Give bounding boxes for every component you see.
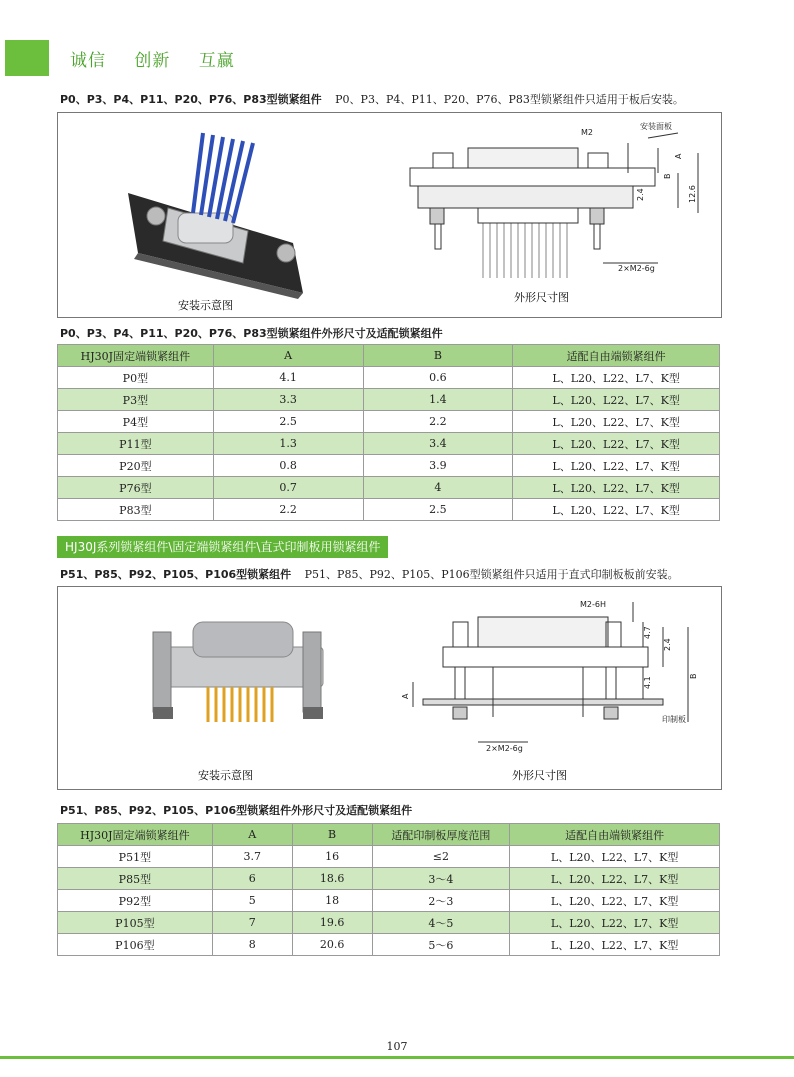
section2-title: P51、P85、P92、P105、P106型锁紧组件: [60, 568, 292, 581]
dim-b: B: [663, 173, 672, 179]
table-cell: L、L20、L22、L7、K型: [510, 846, 720, 868]
page-number: 107: [386, 1040, 408, 1053]
install-caption: 安装示意图: [178, 299, 233, 312]
section1-heading: [60, 91, 684, 107]
connector-photo-1: [128, 133, 303, 299]
table-row: [58, 411, 720, 433]
section2-figure: [57, 586, 722, 790]
table-cell: L、L20、L22、L7、K型: [510, 934, 720, 956]
table-cell: L、L20、L22、L7、K型: [513, 367, 720, 389]
table-row: [58, 455, 720, 477]
dim-12-6: 12.6: [688, 185, 697, 203]
table-cell: 4～5: [372, 912, 510, 934]
table-cell: P106型: [58, 934, 213, 956]
table-cell: P20型: [58, 455, 214, 477]
table-cell: 6: [212, 868, 292, 890]
table-cell: 3.9: [363, 455, 513, 477]
table-cell: 5～6: [372, 934, 510, 956]
slogan-word: 诚信: [70, 51, 106, 71]
table-cell: 2.2: [363, 411, 513, 433]
table-header-cell: HJ30J固定端锁紧组件: [58, 824, 213, 846]
dimension-drawing-1: [410, 133, 698, 278]
table1: [57, 344, 720, 521]
table-row: [58, 433, 720, 455]
connector-photo-2: [153, 622, 323, 722]
table-cell: 7: [212, 912, 292, 934]
table-header-cell: A: [213, 345, 363, 367]
slogan-word: 互赢: [198, 51, 235, 71]
table-row: [58, 912, 720, 934]
table-cell: 3～4: [372, 868, 510, 890]
section2-drawing: [58, 587, 721, 789]
table-cell: P0型: [58, 367, 214, 389]
table-cell: 4: [363, 477, 513, 499]
table-header-cell: 适配自由端锁紧组件: [513, 345, 720, 367]
table-cell: ≤2: [372, 846, 510, 868]
table-row: [58, 846, 720, 868]
table-row: [58, 389, 720, 411]
table-cell: 3.7: [212, 846, 292, 868]
table-cell: L、L20、L22、L7、K型: [513, 411, 720, 433]
footer-line: [0, 1056, 794, 1059]
dim-caption: 外形尺寸图: [514, 291, 569, 304]
dim-2-4: 2.4: [636, 188, 645, 201]
table-cell: P3型: [58, 389, 214, 411]
dim-panel: 安装面板: [640, 122, 672, 131]
table-header-row: [58, 824, 720, 846]
table-cell: P83型: [58, 499, 214, 521]
table-cell: 2.5: [213, 411, 363, 433]
table-row: [58, 499, 720, 521]
table-cell: 2～3: [372, 890, 510, 912]
table-row: [58, 868, 720, 890]
table-cell: 18: [292, 890, 372, 912]
table-row: [58, 934, 720, 956]
table-cell: 0.6: [363, 367, 513, 389]
dim2-2-4: 2.4: [663, 638, 672, 651]
table-header-cell: 适配自由端锁紧组件: [510, 824, 720, 846]
table-cell: 1.4: [363, 389, 513, 411]
table-cell: 4.1: [213, 367, 363, 389]
dim-a: A: [674, 153, 683, 159]
table-cell: P11型: [58, 433, 214, 455]
table-cell: 0.8: [213, 455, 363, 477]
dim2-screw: 2×M2-6g: [486, 744, 523, 753]
table-row: [58, 367, 720, 389]
table-cell: 18.6: [292, 868, 372, 890]
table-cell: L、L20、L22、L7、K型: [513, 499, 720, 521]
table2: [57, 823, 720, 956]
slogan: [70, 46, 257, 71]
install-caption-2: 安装示意图: [198, 769, 253, 782]
table-cell: P4型: [58, 411, 214, 433]
table-cell: L、L20、L22、L7、K型: [510, 890, 720, 912]
dim-screw: 2×M2-6g: [618, 264, 655, 273]
dim2-b: B: [689, 673, 698, 679]
table-cell: 1.3: [213, 433, 363, 455]
table-cell: L、L20、L22、L7、K型: [510, 912, 720, 934]
table-cell: L、L20、L22、L7、K型: [510, 868, 720, 890]
table-cell: 16: [292, 846, 372, 868]
section1-description: P0、P3、P4、P11、P20、P76、P83型锁紧组件只适用于板后安装。: [335, 93, 684, 106]
table-header-cell: HJ30J固定端锁紧组件: [58, 345, 214, 367]
table-cell: P85型: [58, 868, 213, 890]
table-header-cell: B: [363, 345, 513, 367]
table-header-cell: 适配印制板厚度范围: [372, 824, 510, 846]
table-cell: P76型: [58, 477, 214, 499]
table-header-cell: B: [292, 824, 372, 846]
table-cell: 5: [212, 890, 292, 912]
section1-title: P0、P3、P4、P11、P20、P76、P83型锁紧组件: [60, 93, 322, 106]
header-green-block: [5, 40, 49, 76]
slogan-word: 创新: [134, 51, 171, 71]
table-row: [58, 890, 720, 912]
dim2-m2: M2-6H: [580, 600, 606, 609]
table-cell: P51型: [58, 846, 213, 868]
dim-caption-2: 外形尺寸图: [512, 769, 567, 782]
table-row: [58, 477, 720, 499]
table-cell: 3.4: [363, 433, 513, 455]
series-banner: HJ30J系列锁紧组件\固定端锁紧组件\直式印制板用锁紧组件: [57, 536, 388, 558]
table-cell: 2.5: [363, 499, 513, 521]
table2-title: P51、P85、P92、P105、P106型锁紧组件外形尺寸及适配锁紧组件: [60, 804, 413, 817]
table-cell: P92型: [58, 890, 213, 912]
table-cell: 8: [212, 934, 292, 956]
table-header-cell: A: [212, 824, 292, 846]
dim2-4-7: 4.7: [643, 626, 652, 639]
table-cell: L、L20、L22、L7、K型: [513, 433, 720, 455]
table-cell: 19.6: [292, 912, 372, 934]
dim-m2: M2: [581, 128, 593, 137]
table-cell: L、L20、L22、L7、K型: [513, 455, 720, 477]
dim2-a: A: [401, 693, 410, 699]
dim2-board: 印制板: [662, 715, 686, 724]
section2-description: P51、P85、P92、P105、P106型锁紧组件只适用于直式印制板板前安装。: [304, 568, 679, 581]
table-cell: 20.6: [292, 934, 372, 956]
table-cell: L、L20、L22、L7、K型: [513, 389, 720, 411]
table-header-row: [58, 345, 720, 367]
table1-title: P0、P3、P4、P11、P20、P76、P83型锁紧组件外形尺寸及适配锁紧组件: [60, 327, 443, 340]
section2-heading: [60, 566, 679, 582]
table-cell: L、L20、L22、L7、K型: [513, 477, 720, 499]
table-cell: 2.2: [213, 499, 363, 521]
dimension-drawing-2: [413, 602, 688, 742]
section1-figure: [57, 112, 722, 318]
table-cell: 0.7: [213, 477, 363, 499]
section1-drawing: [58, 113, 721, 317]
table-cell: P105型: [58, 912, 213, 934]
dim2-4-1: 4.1: [643, 676, 652, 689]
table-cell: 3.3: [213, 389, 363, 411]
